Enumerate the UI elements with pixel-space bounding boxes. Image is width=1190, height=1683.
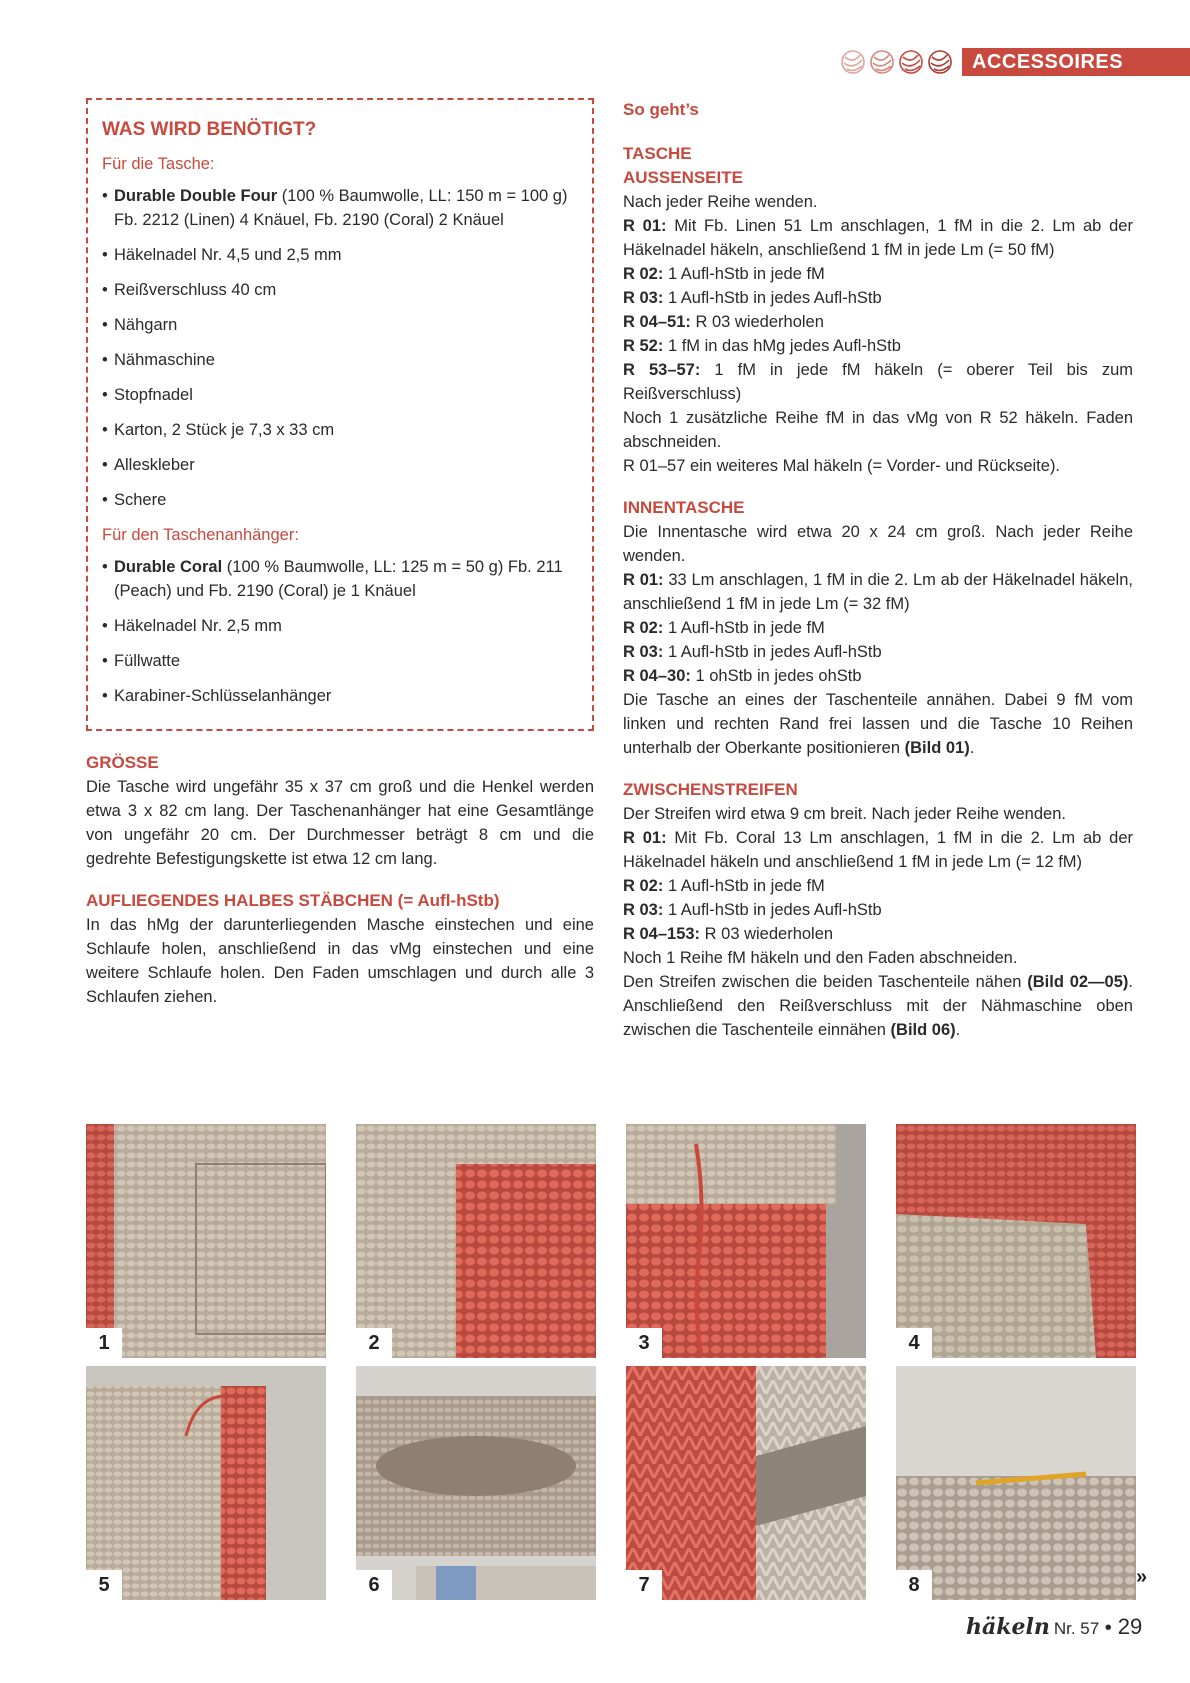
material-detail: Häkelnadel Nr. 4,5 und 2,5 mm [114,246,342,264]
instruction-row [623,334,1133,358]
strip-instructions [623,802,1133,970]
row-label: R 04–51: [623,313,691,331]
material-item [102,184,578,232]
step-photo-5 [86,1366,326,1600]
instruction-row [623,358,1133,406]
instruction-row [623,520,1133,568]
photo-number: 3 [626,1328,662,1358]
row-text: Nach jeder Reihe wenden. [623,193,818,211]
photo-number: 6 [356,1570,392,1600]
photo-number: 8 [896,1570,932,1600]
right-column [623,98,1133,1042]
material-detail: Stopfnadel [114,386,193,404]
material-detail: (100 % Baumwolle, LL: 150 m = 100 g) Fb. 2212 (Linen) 4 Knäuel, Fb. 2190 (Coral) 2 Knäuel [114,187,568,229]
outer-instructions [623,190,1133,478]
material-detail: Alleskleber [114,456,195,474]
inner-title: INNENTASCHE [623,498,745,517]
row-label: R 03: [623,901,664,919]
section-label: ACCESSOIRES [972,51,1124,73]
bag-materials-list [102,184,578,512]
row-label: R 03: [623,289,664,307]
yarn-balls-icon [840,48,956,76]
material-detail: Karton, 2 Stück je 7,3 x 33 cm [114,421,335,439]
strip-closing: Den Streifen zwischen die beiden Taschenteile nähen (Bild 02—05). Anschließend den Reißverschluss mit der Nähmaschine oben zwischen die Taschenteile einnähen (Bild 06). [623,973,1133,1039]
step-photo-2 [356,1124,596,1358]
instruction-row [623,922,1133,946]
material-item [102,348,578,372]
magazine-name: häkeln [966,1614,1050,1640]
row-text: Noch 1 zusätzliche Reihe fM in das vMg von R 52 häkeln. Faden abschneiden. [623,409,1133,451]
inner-instructions [623,520,1133,688]
row-label: R 52: [623,337,664,355]
row-text: 33 Lm anschlagen, 1 fM in die 2. Lm ab der Häkelnadel häkeln, anschließend 1 fM in jede Lm (= 32 fM) [623,571,1133,613]
photo-number: 2 [356,1328,392,1358]
row-text: 1 Aufl-hStb in jedes Aufl-hStb [663,643,882,661]
row-label: R 02: [623,619,664,637]
instruction-row [623,898,1133,922]
material-item [102,383,578,407]
material-item [102,453,578,477]
step-photo-1 [86,1124,326,1358]
row-label: R 53–57: [623,361,701,379]
row-label: R 03: [623,643,664,661]
row-text: R 01–57 ein weiteres Mal häkeln (= Vorder- und Rückseite). [623,457,1061,475]
instruction-row [623,454,1133,478]
row-text: Noch 1 Reihe fM häkeln und den Faden abschneiden. [623,949,1018,967]
instruction-row [623,874,1133,898]
instruction-row [623,616,1133,640]
material-item [102,313,578,337]
row-text: 1 fM in das hMg jedes Aufl-hStb [663,337,901,355]
issue-number: Nr. 57 [1053,1619,1100,1638]
row-text: 1 Aufl-hStb in jede fM [663,877,825,895]
size-text: Die Tasche wird ungefähr 35 x 37 cm groß und die Henkel werden etwa 3 x 82 cm lang. Der Taschenanhänger hat eine Gesamtlänge von ungefähr 20 cm. Der Durchmesser beträgt 8 cm und die gedrehte Befestigungskette ist etwa 12 cm lang. [86,778,594,868]
stitch-text: In das hMg der darunterliegenden Masche einstechen und eine Schlaufe holen, anschließend in das vMg einstechen und eine weitere Schlaufe holen. Den Faden umschlagen und durch alle 3 Schlaufen ziehen. [86,916,594,1006]
material-item [102,243,578,267]
charm-materials-heading: Für den Taschenanhänger: [102,526,299,544]
size-title: GRÖSSE [86,753,159,772]
row-text: Mit Fb. Linen 51 Lm anschlagen, 1 fM in die 2. Lm ab der Häkelnadel häkeln, anschließend 1 fM in jede Lm (= 50 fM) [623,217,1133,259]
materials-title: WAS WIRD BENÖTIGT? [102,119,317,140]
instructions-intro: So geht’s [623,100,699,119]
material-detail: Häkelnadel Nr. 2,5 mm [114,617,282,635]
instruction-row [623,310,1133,334]
footer-separator: • [1104,1617,1112,1639]
instruction-row [623,568,1133,616]
page-number: 29 [1117,1614,1143,1639]
material-item [102,488,578,512]
material-item [102,418,578,442]
photo-ref: (Bild 01) [904,739,970,757]
inner-closing: Die Tasche an eines der Taschenteile annähen. Dabei 9 fM vom linken und rechten Rand frei lassen und die Tasche 10 Reihen unterhalb der Oberkante positionieren (Bild 01). [623,691,1133,757]
instruction-row [623,262,1133,286]
row-label: R 04–153: [623,925,701,943]
instruction-row [623,640,1133,664]
photo-number: 4 [896,1328,932,1358]
material-item [102,684,578,708]
instruction-row [623,190,1133,214]
material-detail: Schere [114,491,167,509]
material-item [102,614,578,638]
row-label: R 01: [623,571,664,589]
material-item [102,555,578,603]
step-photo-6 [356,1366,596,1600]
material-name: Durable Double Four [114,187,278,205]
material-detail: Reißverschluss 40 cm [114,281,277,299]
row-text: 1 Aufl-hStb in jede fM [663,619,825,637]
charm-materials-list [102,555,578,708]
page-footer [966,1614,1142,1640]
row-label: R 04–30: [623,667,691,685]
photo-ref: (Bild 06) [890,1021,956,1039]
outer-title: AUSSENSEITE [623,168,743,187]
instruction-row [623,406,1133,454]
left-column [86,98,594,1009]
bag-title: TASCHE [623,144,692,163]
row-label: R 01: [623,217,667,235]
step-photo-7 [626,1366,866,1600]
material-detail: Karabiner-Schlüsselanhänger [114,687,332,705]
material-item [102,649,578,673]
instruction-row [623,214,1133,262]
material-item [102,278,578,302]
material-detail: Nähmaschine [114,351,215,369]
row-text: R 03 wiederholen [700,925,834,943]
row-text: 1 fM in jede fM häkeln (= oberer Teil bis zum Reißverschluss) [623,361,1133,403]
row-label: R 01: [623,829,667,847]
row-text: 1 ohStb in jedes ohStb [690,667,862,685]
row-text: Mit Fb. Coral 13 Lm anschlagen, 1 fM in die 2. Lm ab der Häkelnadel häkeln und anschließend 1 fM in jede Lm (= 12 fM) [623,829,1133,871]
photo-number: 7 [626,1570,662,1600]
photo-ref: (Bild 02—05) [1027,973,1129,991]
continue-mark: » [1136,1566,1148,1588]
material-detail: (100 % Baumwolle, LL: 125 m = 50 g) Fb. 211 (Peach) und Fb. 2190 (Coral) je 1 Knäuel [114,558,563,600]
instruction-row [623,286,1133,310]
row-label: R 02: [623,265,664,283]
instruction-row [623,826,1133,874]
row-text: Der Streifen wird etwa 9 cm breit. Nach jeder Reihe wenden. [623,805,1066,823]
step-photo-4 [896,1124,1136,1358]
strip-title: ZWISCHENSTREIFEN [623,780,798,799]
instruction-row [623,664,1133,688]
instruction-row [623,802,1133,826]
instruction-row [623,946,1133,970]
bag-materials-heading: Für die Tasche: [102,155,215,173]
material-name: Durable Coral [114,558,223,576]
photo-number: 1 [86,1328,122,1358]
row-text: Die Innentasche wird etwa 20 x 24 cm groß. Nach jeder Reihe wenden. [623,523,1133,565]
row-label: R 02: [623,877,664,895]
row-text: 1 Aufl-hStb in jede fM [663,265,825,283]
row-text: 1 Aufl-hStb in jedes Aufl-hStb [663,901,882,919]
step-photo-8 [896,1366,1136,1600]
material-detail: Füllwatte [114,652,181,670]
stitch-title: AUFLIEGENDES HALBES STÄBCHEN (= Aufl-hStb) [86,891,500,910]
photo-number: 5 [86,1570,122,1600]
materials-box [86,98,594,731]
step-photo-3 [626,1124,866,1358]
row-text: R 03 wiederholen [690,313,824,331]
material-detail: Nähgarn [114,316,178,334]
row-text: 1 Aufl-hStb in jedes Aufl-hStb [663,289,882,307]
